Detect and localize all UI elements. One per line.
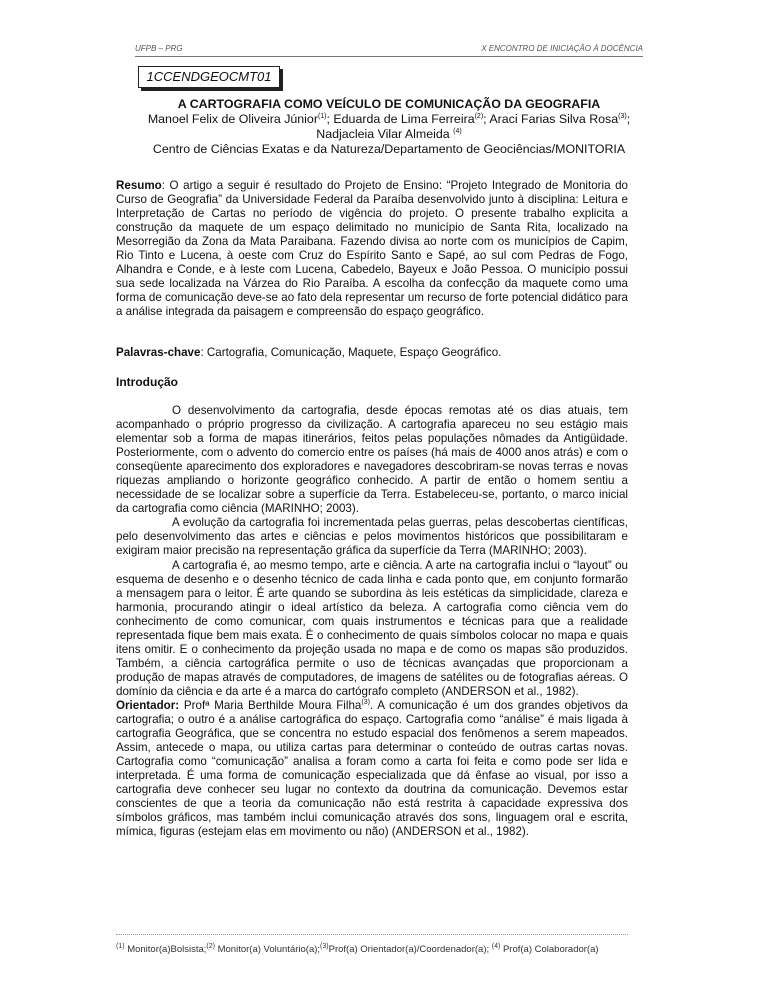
author-2: ; Eduarda de Lima Ferreira <box>326 112 475 126</box>
paragraph-4 <box>116 699 628 839</box>
paragraph-1: O desenvolvimento da cartografia, desde épocas remotas até os dias atuais, tem acompanhado o próprio progresso da civilização. A cartografia apareceu no seu estágio mais elementar sob a forma de mapas itinerários, feitos pelas populações nômades da Antigüidade. Posteriormente, com o advento do comercio entre os países (há mais de 4000 anos atrás) e com o conseqüente aparecimento dos exploradores e navegadores descobriram-se novas terras e novas riquezas ampliando o horizonte geográfico conhecido. A partir de então o homem sentiu a necessidade de se localizar sobre a superfície da Terra. Estabeleceu-se, portanto, o marco inicial da cartografia como ciência (MARINHO; 2003). <box>116 404 628 516</box>
footnote-ref-2: (2) <box>206 942 215 950</box>
abstract <box>116 179 628 319</box>
footnote-ref-3: (3) <box>320 942 329 950</box>
abstract-label: Resumo <box>116 179 162 192</box>
author-1-ref: (1) <box>317 112 327 120</box>
author-2-ref: (2) <box>474 112 484 120</box>
author-1: Manoel Felix de Oliveira Júnior <box>147 112 318 126</box>
keywords-label: Palavras-chave <box>116 346 201 359</box>
footnote-text-3: Prof(a) Orientador(a)/Coordenador(a); <box>328 944 492 955</box>
abstract-text: : O artigo a seguir é resultado do Projeto de Ensino: “Projeto Integrado de Monitoria do Curso de Geografia” da Universidade Federal da Paraíba desenvolvido junto à disciplina: Leitura e Interpretação de Cartas no período de vigência do projeto. O presente trabalho explicita a construção da maquete de um espaço delimitado no município de Santa Rita, localizado na Mesorregião da Zona da Mata Paraibana. Fazendo divisa ao norte com os municípios de Capim, Rio Tinto e Lucena, à oeste com Cruz do Espírito Santo e Sapé, ao sul com Pedras de Fogo, Alhandra e Conde, e à leste com Lucena, Cabedelo, Bayeux e João Pessoa. O município possui sua sede localizada na Várzea do Rio Paraíba. A escolha da confecção da maquete como uma forma de comunicação deve-se ao fato dela representar um recurso de forte potencial didático para a análise integrada da paisagem e compreensão do espaço geográfico. <box>116 179 628 319</box>
paragraph-4-text: . A comunicação é um dos grandes objetivos da cartografia; o outro é a análise cartográfica do espaço. Cartografia como “análise” é mais ligada à cartografia Geográfica, que se concentra no estudo espacial dos fenômenos a serem mapeados. Assim, antecede o mapa, ou utiliza cartas para determinar o conteúdo de outras cartas novas. Cartografia como “comunicação” analisa a foram como a carta foi feita e como pode ser lida e interpretada. É uma forma de comunicação especializada que dá ênfase ao visual, por isso a cartografia deve conhecer seu lugar no contexto da doutrina da comunicação. Devemos estar conscientes de que a teoria da comunicação não está restrita à capacidade expressiva dos símbolos gráficos, mas também inclui comunicação através dos sons, linguagem oral e escrita, mímica, figuras (estejam elas em movimento ou não) (ANDERSON et al., 1982). <box>116 698 628 839</box>
footnote-ref-1: (1) <box>116 942 125 950</box>
author-4-ref: (4) <box>453 127 462 135</box>
page-header <box>135 42 643 57</box>
article-code-box: 1CCENDGEOCMT01 <box>138 66 280 88</box>
orientador-ref: (3) <box>361 699 370 707</box>
footnote-text-2: Monitor(a) Voluntário(a); <box>214 944 321 955</box>
header-right: X ENCONTRO DE INICIAÇÃO À DOCÊNCIA <box>481 44 643 53</box>
footnote-divider <box>116 934 628 935</box>
authors-line-2 <box>135 127 643 142</box>
keywords-text: : Cartografia, Comunicação, Maquete, Espaço Geográfico. <box>200 346 502 359</box>
author-3-end: ; <box>626 112 631 126</box>
orientador-name: Profª Maria Berthilde Moura Filha <box>179 698 362 712</box>
paragraph-2: A evolução da cartografia foi incrementada pelas guerras, pelas descobertas científicas, pelo desenvolvimento das artes e ciências e pelos movimentos históricos que possibilitaram e exigiram maior precisão na representação gráfica da superfície da Terra (MARINHO; 2003). <box>116 516 628 558</box>
footnote-ref-4: (4) <box>491 942 501 950</box>
article-title: A CARTOGRAFIA COMO VEÍCULO DE COMUNICAÇÃO DA GEOGRAFIA <box>177 97 601 111</box>
paragraph-3: A cartografia é, ao mesmo tempo, arte e ciência. A arte na cartografia inclui o “layout” ou esquema de desenho e o desenho técnico de cada linha e cada ponto que, em conjunto formarão a mensagem para o leitor. É arte quando se subordina às leis estéticas da simplicidade, clareza e harmonia, procurando atingir o ideal artístico da beleza. A cartografia como ciência vem do conhecimento de como comunicar, com quais instrumentos e técnicas para que a realidade representada fique bem mais exata. É o conhecimento de quais símbolos colocar no mapa e quais itens omitir. E o conhecimento da projeção usada no mapa e de como os mapas são produzidos. Também, a ciência cartográfica permite o uso de técnicas avançadas que proporcionam a produção de mapas através de computadores, de imagens de satélites ou de fotografias aéreas. O domínio da ciência e da arte é a marca do cartógrafo completo (ANDERSON et al., 1982). <box>116 558 628 698</box>
header-left: UFPB – PRG <box>135 44 183 53</box>
institution: Centro de Ciências Exatas e da Natureza/Departamento de Geociências/MONITORIA <box>152 142 626 156</box>
orientador-label: Orientador: <box>116 698 180 712</box>
footnote <box>116 944 676 955</box>
intro-body <box>116 404 628 839</box>
footnote-text-4: Prof(a) Colaborador(a) <box>500 944 599 955</box>
footnote-text-1: Monitor(a)Bolsista; <box>124 944 207 955</box>
title-block <box>135 97 643 157</box>
keywords <box>116 346 628 360</box>
author-3: ; Araci Farias Silva Rosa <box>483 112 619 126</box>
intro-heading: Introdução <box>116 375 178 389</box>
author-4: Nadjacleia Vilar Almeida <box>316 127 454 141</box>
author-3-ref: (3) <box>618 112 627 120</box>
authors-line-1 <box>135 112 643 127</box>
